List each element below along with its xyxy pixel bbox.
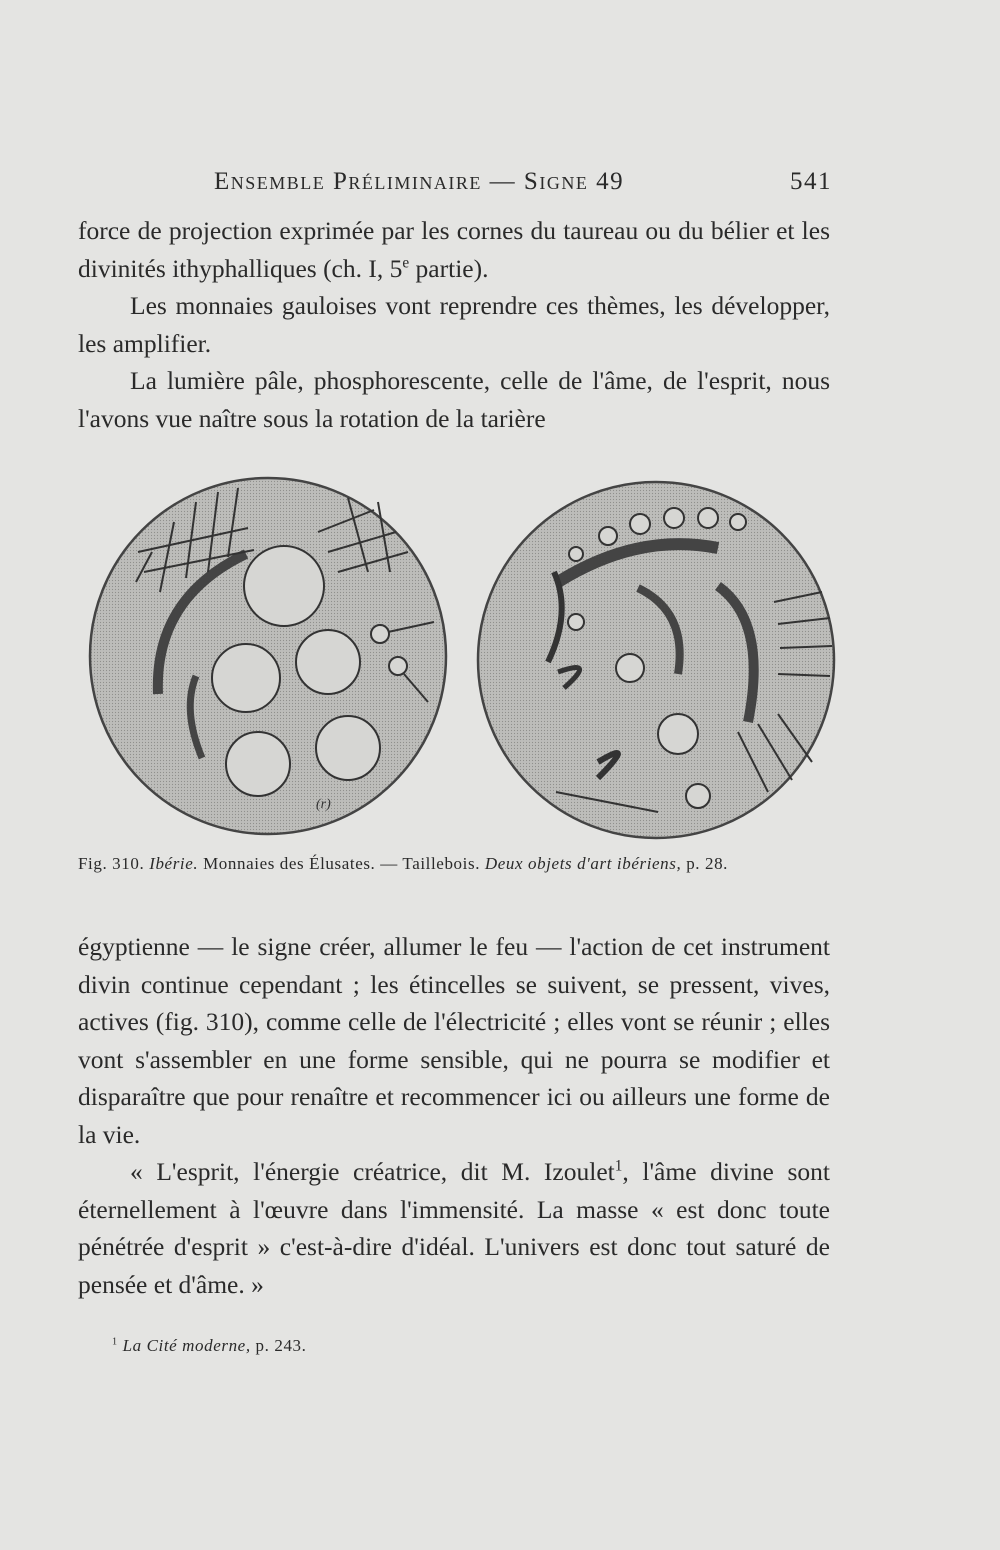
page-number: 541 xyxy=(790,168,832,195)
coin-illustration xyxy=(78,462,838,842)
paragraph: La lumière pâle, phosphorescente, celle de l'âme, de l'esprit, nous l'avons vue naître sous la rotation de la tarière xyxy=(78,366,830,433)
paragraph: force de projection exprimée par les cornes du taureau ou du bélier et les divinités ithyphalliques (ch. I, 5e partie). xyxy=(78,216,830,283)
body-text-top xyxy=(78,212,830,437)
paragraph: Les monnaies gauloises vont reprendre ces thèmes, les développer, les amplifier. xyxy=(78,291,830,358)
running-title: Ensemble Préliminaire — Signe 49 xyxy=(214,168,625,195)
figure-caption: Fig. 310. Ibérie. Monnaies des Élusates. — Taillebois. Deux objets d'art ibériens, p. 28. xyxy=(78,854,729,873)
paragraph: « L'esprit, l'énergie créatrice, dit M. Izoulet$^1$, l'âme divine sont éternellement à l'œuvre dans l'immensité. La masse « est donc toute pénétrée d'esprit » c'est-à-dire d'idéal. L'univers est donc tout saturé de pensée et d'âme. » xyxy=(78,1157,830,1299)
coin-left xyxy=(90,478,446,834)
coin-right xyxy=(478,482,834,838)
body-text-bottom xyxy=(78,928,830,1303)
coin-left-mark: (r) xyxy=(316,797,331,812)
paragraph: égyptienne — le signe créer, allumer le feu — l'action de cet instrument divin continue cependant ; les étincelles se suivent, se pressent, vives, actives (fig. 310), comme celle de l'électricité ; elles vont se réunir ; elles vont s'assembler en une forme sensible, qui ne pourra se modifier et disparaître que pour renaître et recommencer ici ou ailleurs une forme de la vie. xyxy=(78,932,830,1149)
footnote: $^1$ La Cité moderne, p. 243. xyxy=(112,1336,307,1355)
